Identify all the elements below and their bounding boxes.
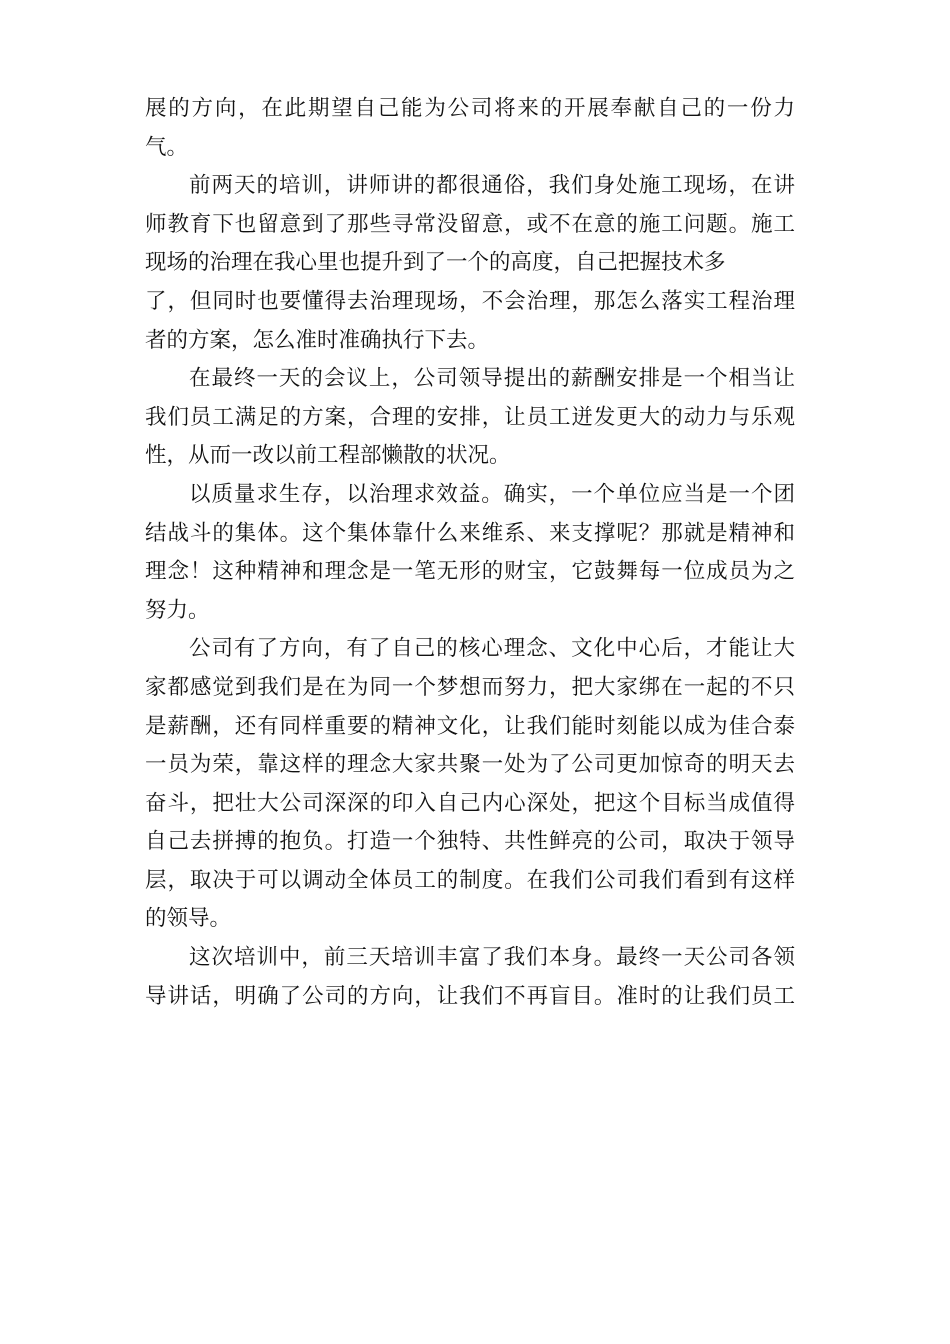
text-line: 了，但同时也要懂得去治理现场，不会治理，那怎么落实工程治理	[145, 288, 795, 314]
text-line: 的领导。	[145, 906, 232, 932]
text-line: 理念！这种精神和理念是一笔无形的财宝，它鼓舞每一位成员为之	[145, 559, 795, 585]
text-line: 一员为荣，靠这样的理念大家共聚一处为了公司更加惊奇的明天去	[145, 752, 795, 778]
text-line: 我们员工满足的方案，合理的安排，让员工迸发更大的动力与乐观	[145, 404, 795, 430]
text-line: 公司有了方向，有了自己的核心理念、文化中心后，才能让大	[189, 636, 795, 662]
text-line: 以质量求生存，以治理求效益。确实，一个单位应当是一个团	[189, 481, 795, 507]
text-line: 是薪酬，还有同样重要的精神文化，让我们能时刻能以成为佳合泰	[145, 713, 795, 739]
text-line: 性，从而一改以前工程部懒散的状况。	[145, 443, 511, 469]
text-line: 努力。	[145, 597, 210, 623]
text-line: 师教育下也留意到了那些寻常没留意，或不在意的施工问题。施工	[145, 211, 795, 237]
text-line: 家都感觉到我们是在为同一个梦想而努力，把大家绑在一起的不只	[145, 674, 795, 700]
text-line: 奋斗，把壮大公司深深的印入自己内心深处，把这个目标当成值得	[145, 790, 795, 816]
text-line: 展的方向，在此期望自己能为公司将来的开展奉献自己的一份力	[145, 96, 795, 121]
text-line: 前两天的培训，讲师讲的都很通俗，我们身处施工现场，在讲	[189, 173, 795, 199]
text-line: 导讲话，明确了公司的方向，让我们不再盲目。准时的让我们员工	[145, 983, 795, 1009]
text-line: 结战斗的集体。这个集体靠什么来维系、来支撑呢？那就是精神和	[145, 520, 795, 546]
text-line: 现场的治理在我心里也提升到了一个的高度，自己把握技术多	[145, 250, 726, 276]
text-line: 气。	[145, 134, 189, 160]
text-line: 在最终一天的会议上，公司领导提出的薪酬安排是一个相当让	[189, 366, 795, 392]
document-body	[145, 90, 795, 1016]
text-line: 者的方案，怎么准时准确执行下去。	[145, 327, 490, 353]
text-line: 自己去拼搏的抱负。打造一个独特、共性鲜亮的公司，取决于领导	[145, 829, 795, 855]
text-line: 层，取决于可以调动全体员工的制度。在我们公司我们看到有这样	[145, 867, 795, 893]
text-line: 这次培训中，前三天培训丰富了我们本身。最终一天公司各领	[189, 945, 795, 971]
